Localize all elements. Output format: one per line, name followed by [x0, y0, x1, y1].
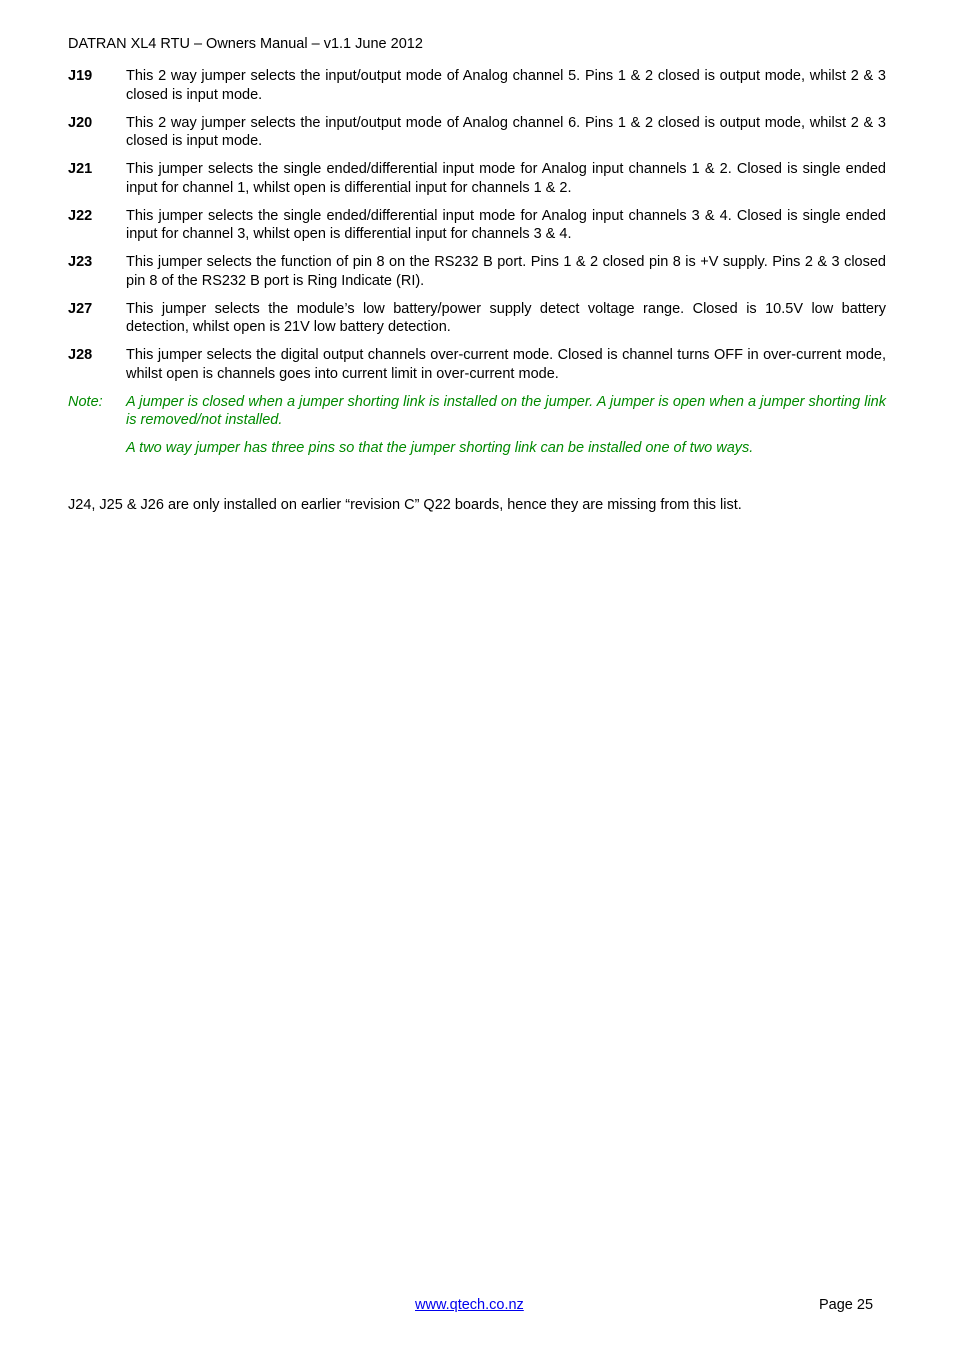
jumper-description: This 2 way jumper selects the input/output mode of Analog channel 6. Pins 1 & 2 closed is output mode, whilst 2 & 3 closed is input mode.	[126, 114, 886, 149]
jumper-label: J27	[68, 300, 93, 317]
note-body	[126, 393, 886, 458]
note-paragraph: A two way jumper has three pins so that the jumper shorting link can be installed one of two ways.	[126, 440, 754, 456]
jumper-entry	[68, 160, 886, 197]
jumper-description: This jumper selects the module’s low battery/power supply detect voltage range. Closed is 10.5V low battery detection, whilst open is 21V low battery detection.	[126, 300, 886, 335]
jumper-label: J20	[68, 114, 93, 131]
jumper-description: This jumper selects the digital output channels over-current mode. Closed is channel turns OFF in over-current mode, whilst open is channels goes into current limit in over-current mode.	[126, 347, 886, 382]
jumper-description: This jumper selects the single ended/differential input mode for Analog input channels 3 & 4. Closed is single ended input for channel 3, whilst open is differential input for channels 3 & 4.	[126, 207, 886, 242]
jumper-entry	[68, 300, 886, 337]
jumper-entry	[68, 253, 886, 290]
jumper-entry	[68, 67, 886, 104]
missing-jumpers-paragraph: J24, J25 & J26 are only installed on earlier “revision C” Q22 boards, hence they are missing from this list.	[68, 497, 742, 513]
website-link[interactable]: www.qtech.co.nz	[415, 1297, 524, 1313]
note-paragraph: A jumper is closed when a jumper shorting link is installed on the jumper. A jumper is open when a jumper shorting link is removed/not installed.	[126, 393, 886, 428]
note-block	[68, 393, 886, 458]
jumper-label: J28	[68, 347, 93, 363]
page-number: Page 25	[819, 1297, 874, 1313]
jumper-description: This jumper selects the single ended/differential input mode for Analog input channels 1 & 2. Closed is single ended input for channel 1, whilst open is differential input for channels 1 & 2.	[126, 161, 886, 196]
jumper-label: J22	[68, 207, 93, 224]
jumper-description: This jumper selects the function of pin 8 on the RS232 B port. Pins 1 & 2 closed pin 8 is +V supply. Pins 2 & 3 closed pin 8 of the RS232 B port is Ring Indicate (RI).	[126, 254, 886, 289]
jumper-entry	[68, 114, 886, 151]
jumper-list	[68, 67, 886, 467]
jumper-entry	[68, 207, 886, 244]
note-label: Note:	[68, 393, 103, 410]
jumper-label: J21	[68, 161, 93, 177]
jumper-label: J23	[68, 254, 93, 270]
jumper-label: J19	[68, 68, 93, 84]
document-header-title: DATRAN XL4 RTU – Owners Manual – v1.1 June 2012	[68, 36, 423, 52]
jumper-description: This 2 way jumper selects the input/output mode of Analog channel 5. Pins 1 & 2 closed is output mode, whilst 2 & 3 closed is input mode.	[126, 68, 886, 103]
jumper-entry	[68, 346, 886, 383]
